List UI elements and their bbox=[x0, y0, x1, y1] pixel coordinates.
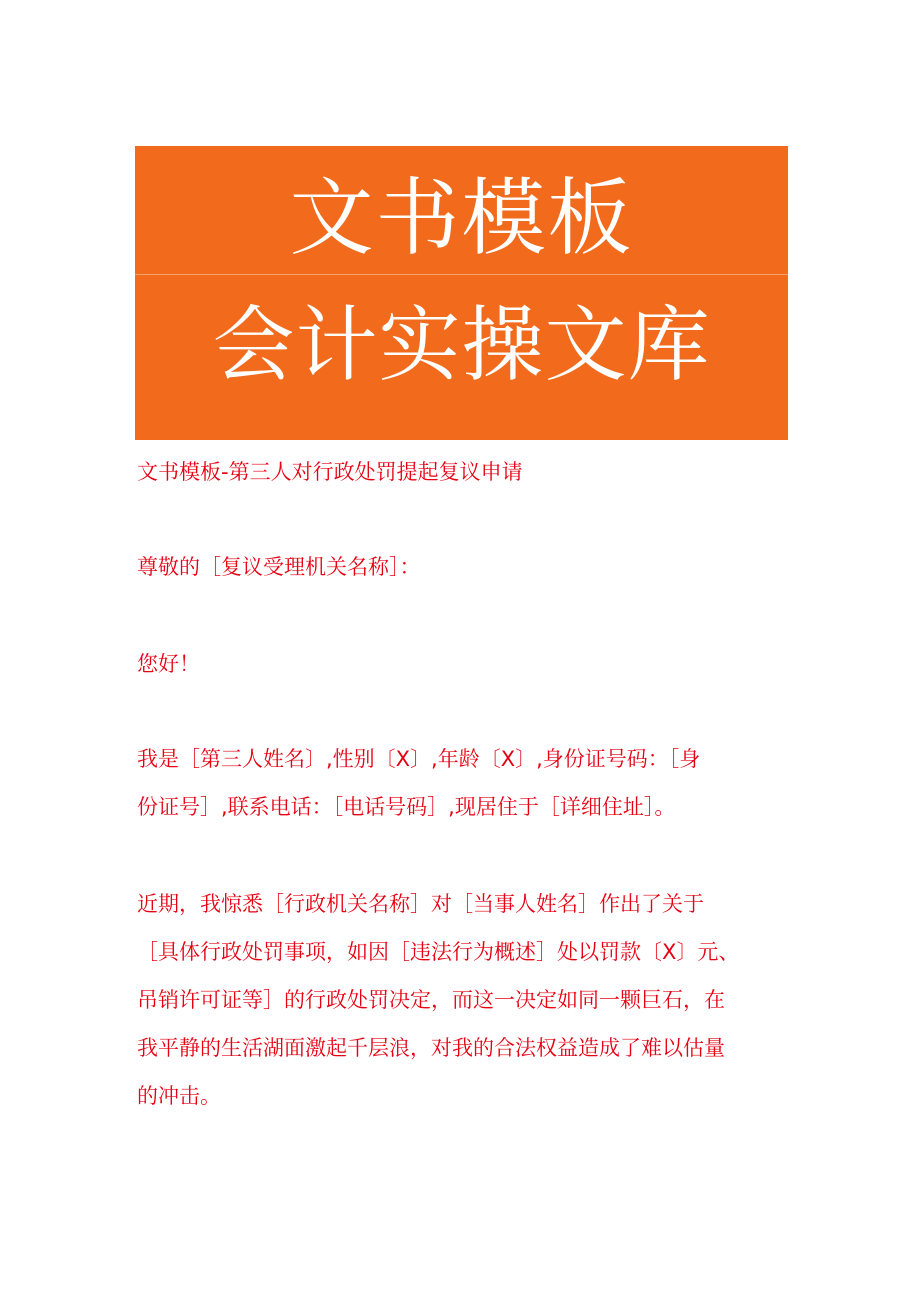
banner-title-line-2: 会计实操文库 bbox=[212, 298, 711, 393]
paragraph-line: 吊销许可证等］的行政处罚决定，而这一决定如同一颗巨石，在 bbox=[137, 988, 725, 1012]
paragraph-line: ［具体行政处罚事项，如因［违法行为概述］处以罚款〔X〕元、 bbox=[137, 940, 740, 964]
paragraph-line: 我是［第三人姓名〕,性别〔X〕,年龄〔X〕,身份证号码：［身 bbox=[137, 747, 701, 771]
paragraph-line: 份证号］,联系电话：［电话号码］,现居住于［详细住址］。 bbox=[137, 795, 676, 819]
document-title: 文书模板-第三人对行政处罚提起复议申请 bbox=[137, 460, 523, 484]
applicant-info-paragraph bbox=[137, 735, 797, 831]
paragraph-line: 的冲击。 bbox=[137, 1084, 221, 1108]
salutation: 尊敬的［复议受理机关名称］： bbox=[137, 555, 421, 579]
banner-title-line-1: 文书模板 bbox=[289, 169, 634, 267]
paragraph-line: 近期，我惊悉［行政机关名称］对［当事人姓名］作出了关于 bbox=[137, 892, 704, 916]
banner-divider bbox=[135, 274, 788, 275]
penalty-description-paragraph bbox=[137, 880, 797, 1120]
paragraph-line: 我平静的生活湖面激起千层浪，对我的合法权益造成了难以估量 bbox=[137, 1036, 725, 1060]
greeting-line: 您好！ bbox=[137, 652, 200, 676]
title-banner bbox=[135, 146, 788, 440]
